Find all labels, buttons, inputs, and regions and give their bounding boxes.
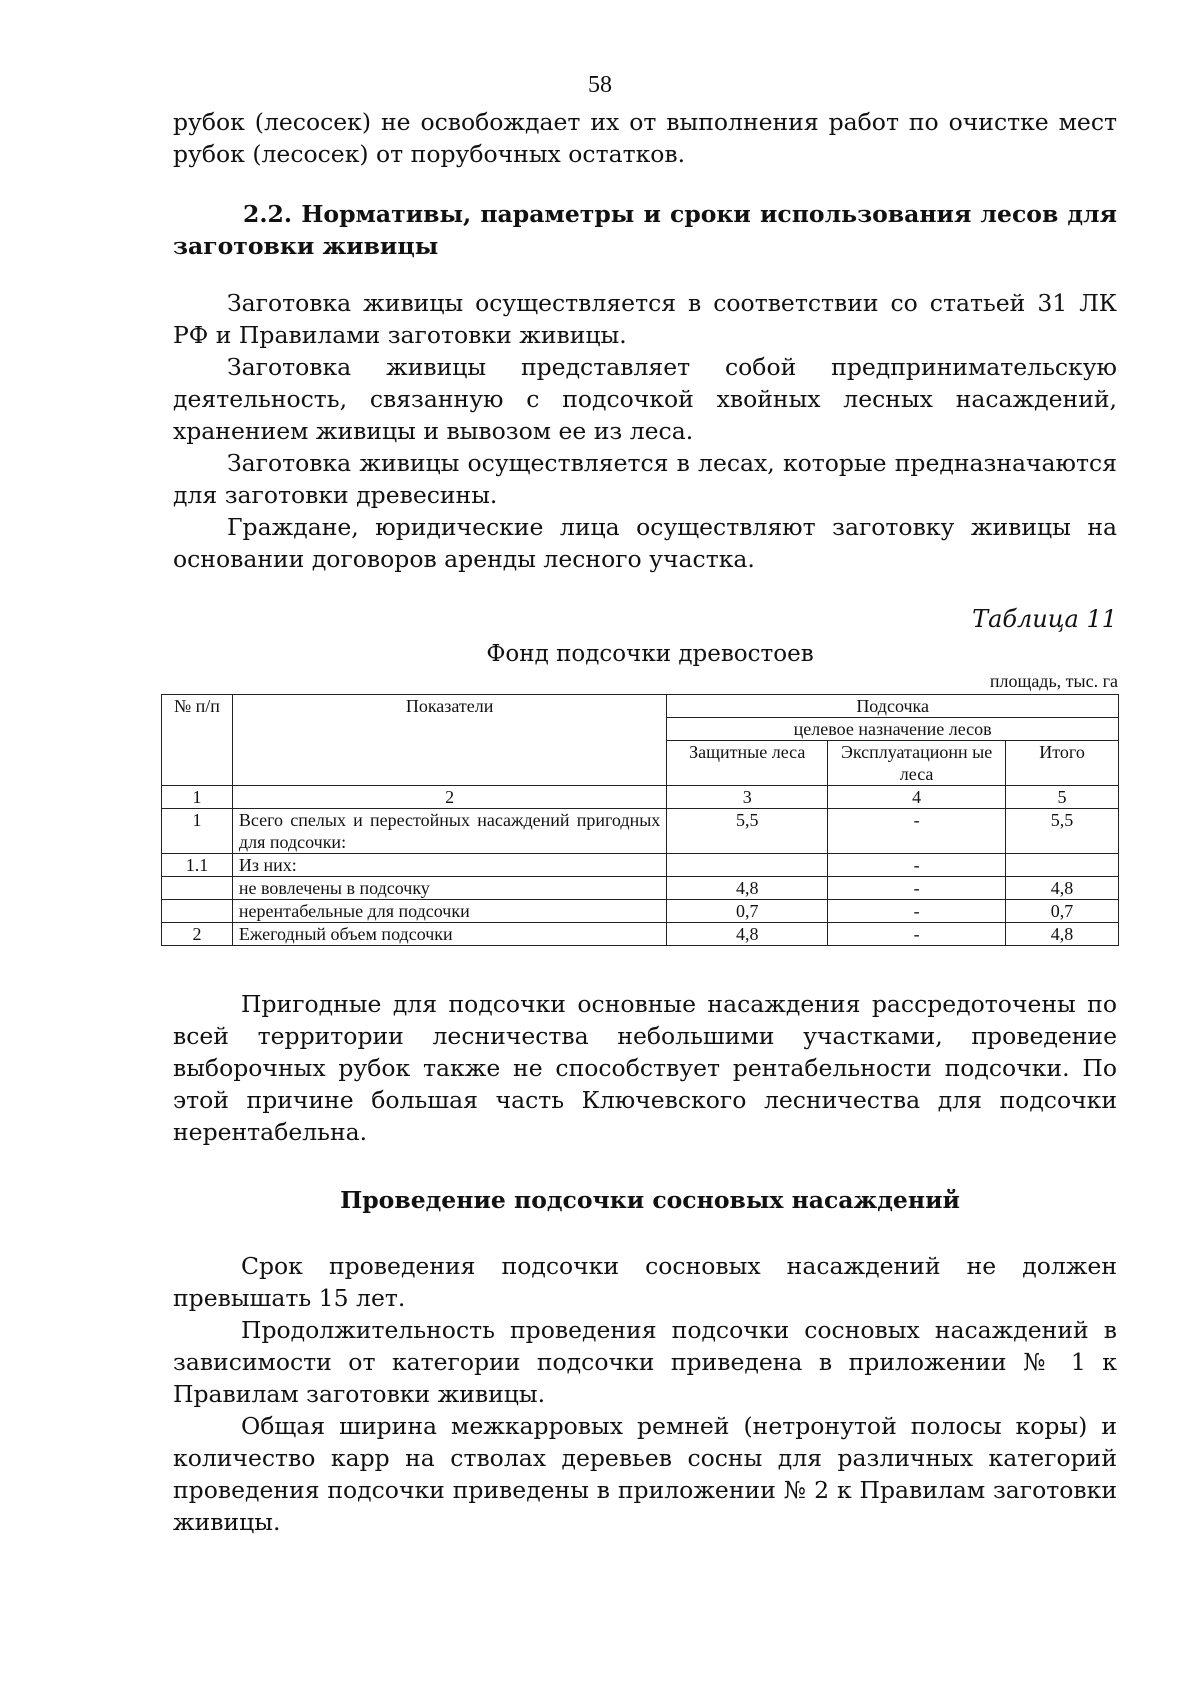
header-protective: Защитные леса [667,741,828,786]
header-group: Подсочка [667,695,1119,718]
table-title: Фонд подсочки древостоев [486,641,814,667]
intro-paragraph: рубок (лесосек) не освобождает их от выполнения работ по очистке мест рубок (лесосек) от порубочных остатков. [173,108,1117,168]
row-exploitation: - [828,854,1006,877]
header-total: Итого [1006,741,1119,786]
table-row [162,854,1119,877]
section-heading: 2.2. Нормативы, параметры и сроки использования лесов для заготовки живицы [173,200,1117,260]
row-num [162,877,233,900]
row-label: Ежегодный объем подсочки [232,923,666,946]
row-protective: 5,5 [667,809,828,854]
row-num: 2 [162,923,233,946]
row-exploitation: - [828,923,1006,946]
row-total: 0,7 [1006,900,1119,923]
column-number: 2 [232,786,666,809]
table-unit: площадь, тыс. га [989,671,1118,691]
row-label: не вовлечены в подсочку [232,877,666,900]
paragraph: Общая ширина межкарровых ремней (нетронутой полосы коры) и количество карр на стволах деревьев сосны для различных категорий проведения подсочки приведены в приложении № 2 к Правилам заготовки живицы. [173,1412,1117,1536]
table-column-number-row [162,786,1119,809]
table-row [162,809,1119,854]
row-num: 1 [162,809,233,854]
row-label: нерентабельные для подсочки [232,900,666,923]
header-subgroup: целевое назначение лесов [667,718,1119,741]
paragraph: Пригодные для подсочки основные насаждения рассредоточены по всей территории лесничества небольшими участками, проведение выборочных рубок также не способствует рентабельности подсочки. По этой причине большая часть Ключевского лесничества для подсочки нерентабельна. [173,990,1117,1146]
row-exploitation: - [828,900,1006,923]
paragraph: Заготовка живицы осуществляется в соответствии со статьей 31 ЛК РФ и Правилами заготовки живицы. [173,289,1117,349]
row-total: 4,8 [1006,923,1119,946]
paragraph: Заготовка живицы представляет собой предпринимательскую деятельность, связанную с подсочкой хвойных лесных насаждений, хранением живицы и вывозом ее из леса. [173,353,1117,445]
column-number: 3 [667,786,828,809]
row-total: 5,5 [1006,809,1119,854]
row-label: Всего спелых и перестойных насаждений пригодных для подсочки: [232,809,666,854]
row-protective: 4,8 [667,923,828,946]
row-num: 1.1 [162,854,233,877]
column-number: 4 [828,786,1006,809]
row-total: 4,8 [1006,877,1119,900]
paragraph: Заготовка живицы осуществляется в лесах, которые предназначаются для заготовки древесины. [173,449,1117,509]
row-protective: 0,7 [667,900,828,923]
header-num: № п/п [162,695,233,786]
table-row [162,877,1119,900]
row-exploitation: - [828,877,1006,900]
paragraph: Срок проведения подсочки сосновых насаждений не должен превышать 15 лет. [173,1252,1117,1312]
paragraph: Продолжительность проведения подсочки сосновых насаждений в зависимости от категории подсочки приведена в приложении № 1 к Правилам заготовки живицы. [173,1316,1117,1408]
header-indicators: Показатели [232,695,666,786]
after-table-block [173,988,1117,1148]
row-protective: 4,8 [667,877,828,900]
row-exploitation: - [828,809,1006,854]
row-protective [667,854,828,877]
paragraph: Граждане, юридические лица осуществляют заготовку живицы на основании договоров аренды лесного участка. [173,513,1117,573]
subsection-body [173,1250,1117,1538]
table-caption: Таблица 11 [972,605,1117,633]
section-body [173,287,1117,575]
table-row [162,923,1119,946]
row-label: Из них: [232,854,666,877]
column-number: 1 [162,786,233,809]
column-number: 5 [1006,786,1119,809]
subheading: Проведение подсочки сосновых насаждений [340,1186,960,1214]
header-exploitation: Эксплуатационн ые леса [828,741,1006,786]
table-header-row [162,695,1119,718]
table-row [162,900,1119,923]
row-num [162,900,233,923]
fund-table [161,694,1119,946]
intro-paragraph-block [173,106,1117,170]
page-number: 58 [588,72,612,98]
row-total [1006,854,1119,877]
